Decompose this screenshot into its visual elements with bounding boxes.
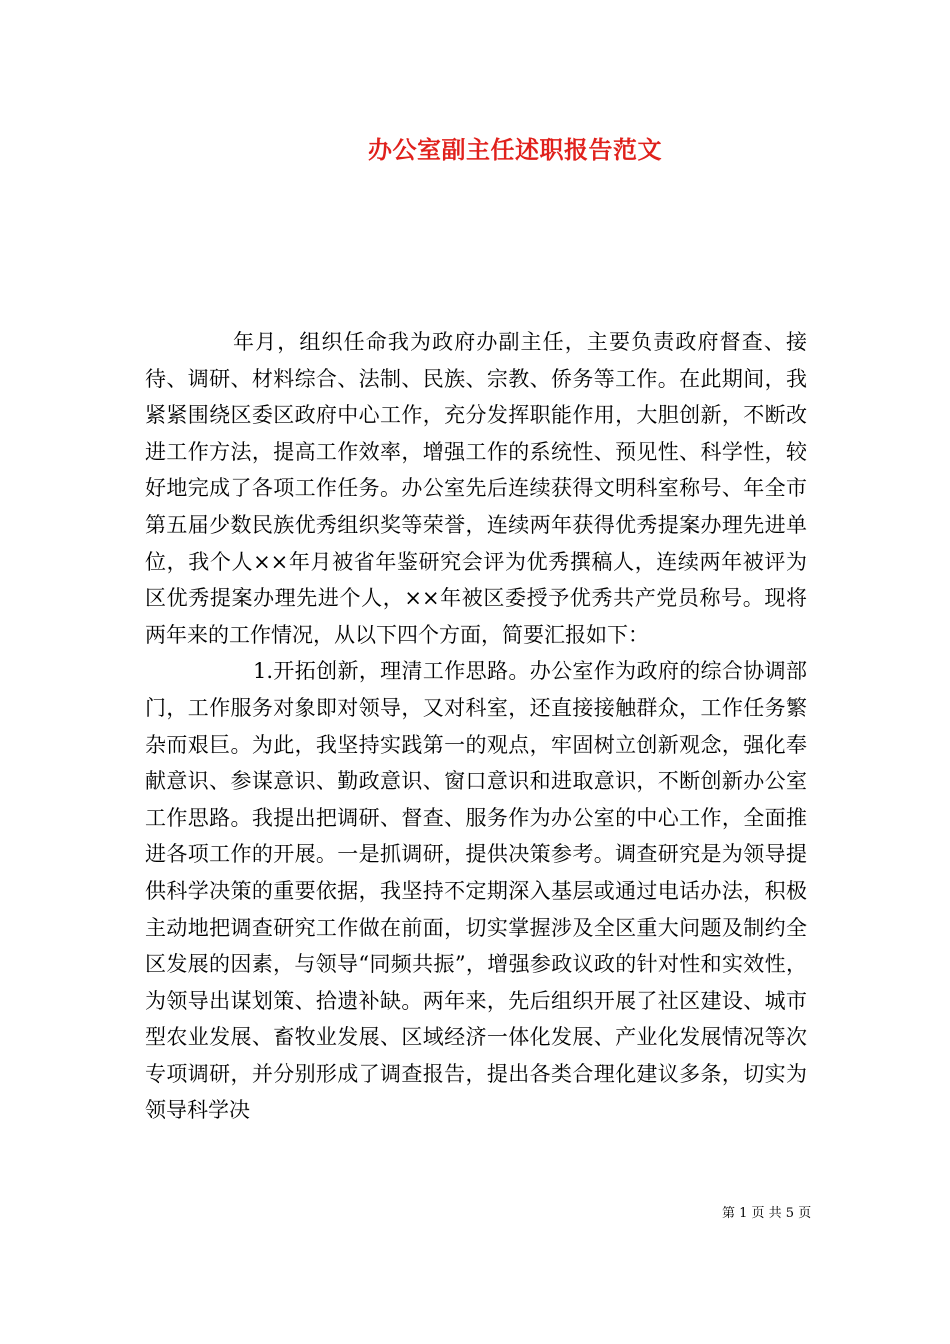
document-body: [145, 324, 807, 1129]
document-title: [0, 132, 950, 168]
paragraph-section-1: 1.开拓创新，理清工作思路。办公室作为政府的综合协调部门，工作服务对象即对领导，又对科室，还直接接触群众，工作任务繁杂而艰巨。为此，我坚持实践第一的观点，牢固树立创新观念，强化奉献意识、参谋意识、勤政意识、窗口意识和进取意识，不断创新办公室工作思路。我提出把调研、督查、服务作为办公室的中心工作，全面推进各项工作的开展。一是抓调研，提供决策参考。调查研究是为领导提供科学决策的重要依据，我坚持不定期深入基层或通过电话办法，积极主动地把调查研究工作做在前面，切实掌握涉及全区重大问题及制约全区发展的因素，与领导“同频共振”，增强参政议政的针对性和实效性，为领导出谋划策、拾遗补缺。两年来，先后组织开展了社区建设、城市型农业发展、畜牧业发展、区域经济一体化发展、产业化发展情况等次专项调研，并分别形成了调查报告，提出各类合理化建议多条，切实为领导科学决: [145, 659, 807, 1123]
page-number-footer: 第 1 页 共 5 页: [722, 1206, 812, 1221]
paragraph-intro: 年月，组织任命我为政府办副主任，主要负责政府督查、接待、调研、材料综合、法制、民族、宗教、侨务等工作。在此期间，我紧紧围绕区委区政府中心工作，充分发挥职能作用，大胆创新，不断改进工作方法，提高工作效率，增强工作的系统性、预见性、科学性，较好地完成了各项工作任务。办公室先后连续获得文明科室称号、年全市第五届少数民族优秀组织奖等荣誉，连续两年获得优秀提案办理先进单位，我个人××年月被省年鉴研究会评为优秀撰稿人，连续两年被评为区优秀提案办理先进个人，××年被区委授予优秀共产党员称号。现将两年来的工作情况，从以下四个方面，简要汇报如下：: [145, 330, 807, 647]
document-title-text: 办公室副主任述职报告范文: [368, 135, 662, 164]
